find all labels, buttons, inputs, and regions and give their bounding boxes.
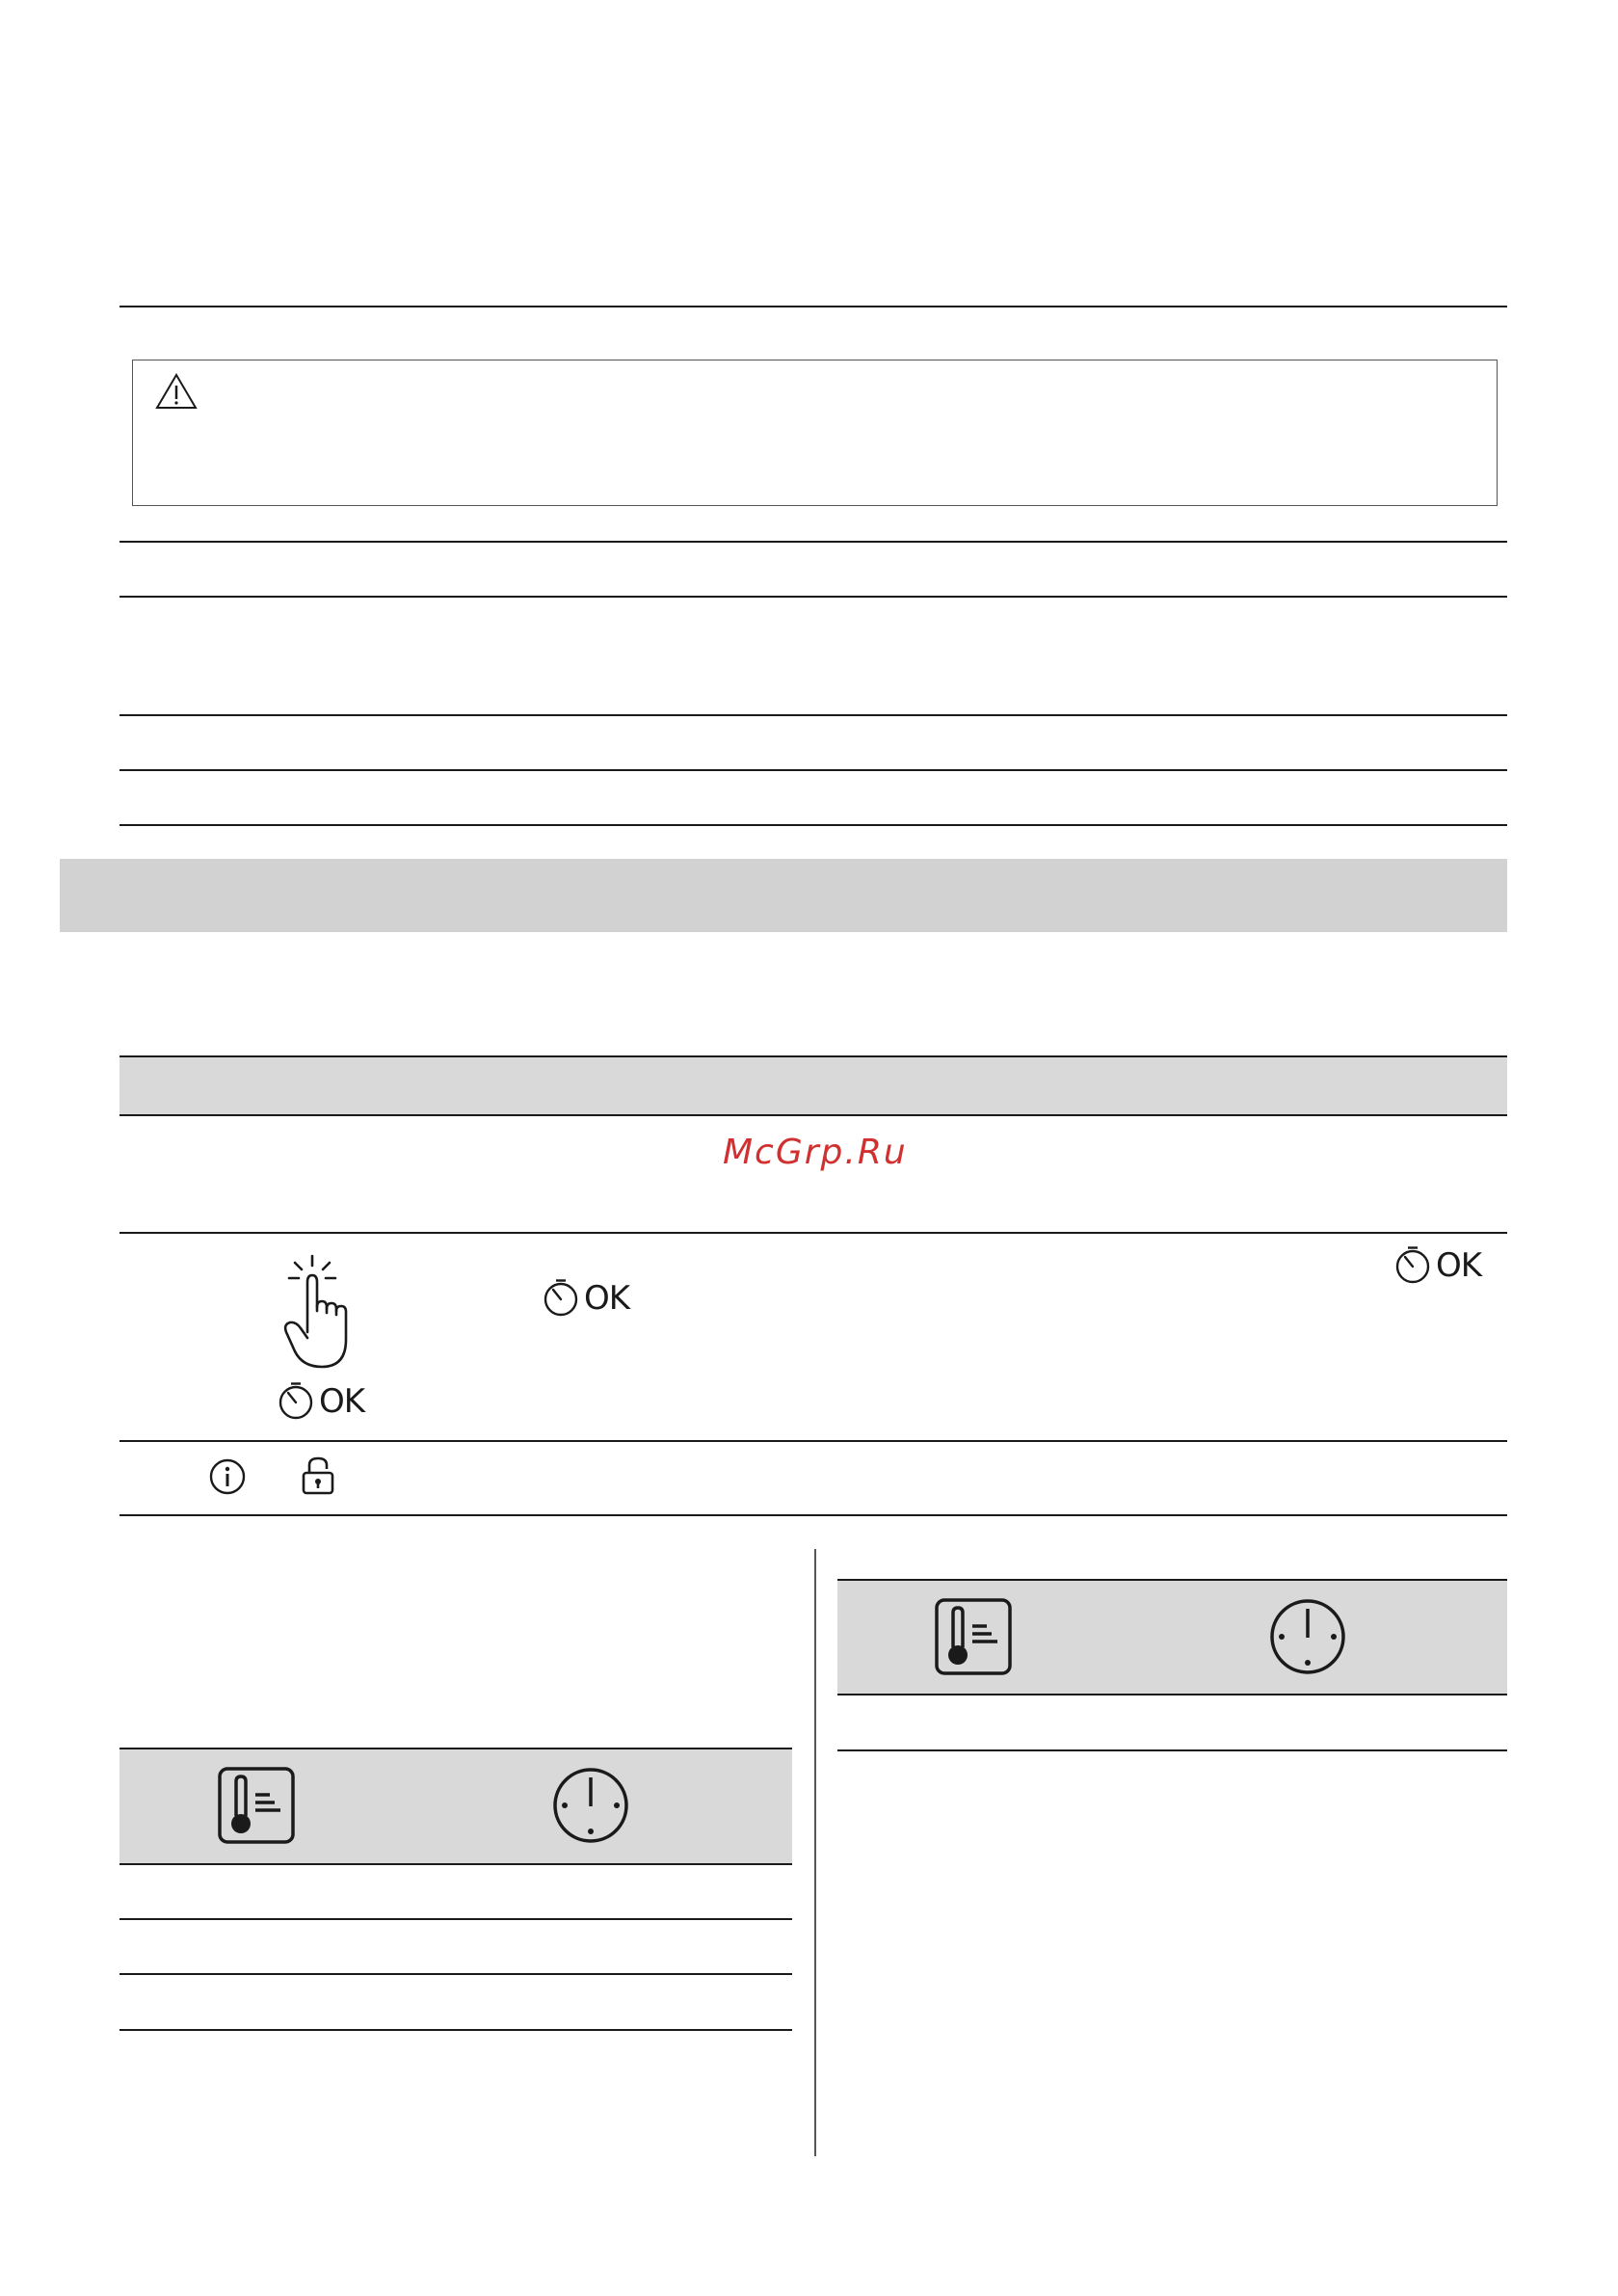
table-rule bbox=[119, 1440, 1507, 1442]
table-rule bbox=[119, 824, 1507, 826]
timer-ok-button[interactable] bbox=[277, 1382, 364, 1421]
timer-icon bbox=[1393, 1246, 1432, 1285]
table-header-band bbox=[119, 1057, 1507, 1115]
left-table-top-rule bbox=[119, 1748, 792, 1749]
right-table-rule bbox=[837, 1749, 1507, 1751]
clock-icon bbox=[551, 1766, 630, 1845]
warning-box bbox=[132, 360, 1498, 506]
left-table-rule bbox=[119, 1863, 792, 1865]
right-table-top-rule bbox=[837, 1579, 1507, 1581]
table-rule bbox=[119, 1514, 1507, 1516]
left-table-rule bbox=[119, 1918, 792, 1920]
column-divider bbox=[814, 1549, 816, 2156]
timer-ok-button[interactable] bbox=[542, 1279, 629, 1318]
thermometer-icon bbox=[934, 1597, 1013, 1676]
table-rule bbox=[119, 769, 1507, 771]
finger-touch-icon bbox=[281, 1253, 364, 1371]
right-table-rule bbox=[837, 1694, 1507, 1695]
timer-ok-button[interactable] bbox=[1393, 1246, 1481, 1285]
thermometer-icon bbox=[217, 1766, 296, 1845]
table-rule bbox=[119, 541, 1507, 543]
clock-icon bbox=[1268, 1597, 1347, 1676]
table-header-top-rule bbox=[119, 1055, 1507, 1057]
section-heading-band bbox=[60, 859, 1507, 932]
lock-icon[interactable] bbox=[301, 1455, 335, 1496]
table-rule bbox=[119, 1232, 1507, 1234]
warning-triangle-icon bbox=[154, 372, 199, 411]
table-rule bbox=[119, 714, 1507, 716]
ok-label: OK bbox=[584, 1279, 630, 1318]
ok-label: OK bbox=[319, 1382, 365, 1421]
ok-label: OK bbox=[1436, 1246, 1482, 1285]
timer-icon bbox=[542, 1279, 580, 1318]
table-header-bottom-rule bbox=[119, 1114, 1507, 1116]
timer-icon bbox=[277, 1382, 315, 1421]
left-table-rule bbox=[119, 1973, 792, 1975]
top-rule bbox=[119, 306, 1507, 307]
left-table-rule bbox=[119, 2029, 792, 2031]
watermark: McGrp.Ru bbox=[723, 1133, 908, 1172]
info-icon[interactable] bbox=[208, 1457, 247, 1496]
table-rule bbox=[119, 596, 1507, 598]
